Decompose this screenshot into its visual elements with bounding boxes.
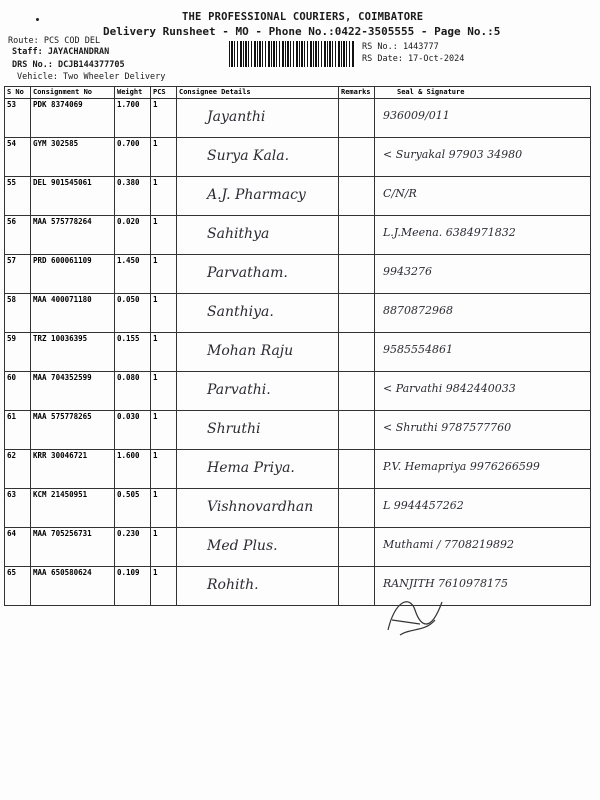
row-consignee-handwriting: Shruthi [207, 421, 261, 437]
row-sno: 58 [5, 294, 31, 333]
row-consignment: MAA 575778265 [31, 411, 115, 450]
round-signature-scribble [380, 590, 450, 640]
row-pcs: 1 [151, 99, 177, 138]
row-signature-handwriting: 936009/011 [383, 109, 450, 122]
row-remarks [339, 255, 375, 294]
row-pcs: 1 [151, 294, 177, 333]
row-pcs: 1 [151, 255, 177, 294]
row-sno: 53 [5, 99, 31, 138]
table-header-row [5, 87, 591, 99]
col-consignee: Consignee Details [177, 87, 339, 99]
row-consignee-handwriting: Parvatham. [207, 265, 288, 281]
row-signature-handwriting: < Suryakal 97903 34980 [383, 148, 523, 161]
row-sno: 60 [5, 372, 31, 411]
row-consignee [177, 372, 339, 411]
row-consignment: MAA 575778264 [31, 216, 115, 255]
row-weight: 0.050 [115, 294, 151, 333]
row-consignee [177, 567, 339, 606]
row-consignee [177, 489, 339, 528]
row-consignee-handwriting: Santhiya. [207, 304, 274, 320]
row-weight: 0.155 [115, 333, 151, 372]
row-remarks [339, 567, 375, 606]
staff-text: Staff: JAYACHANDRAN [12, 47, 110, 57]
row-signature [375, 372, 591, 411]
row-signature-handwriting: L 9944457262 [383, 499, 464, 512]
row-sno: 55 [5, 177, 31, 216]
col-remarks: Remarks [339, 87, 375, 99]
row-sno: 54 [5, 138, 31, 177]
row-weight: 0.230 [115, 528, 151, 567]
row-remarks [339, 177, 375, 216]
row-signature [375, 528, 591, 567]
row-signature-handwriting: 9585554861 [383, 343, 453, 356]
row-weight: 0.380 [115, 177, 151, 216]
row-consignee-handwriting: Parvathi. [207, 382, 271, 398]
row-signature-handwriting: Muthami / 7708219892 [383, 538, 515, 551]
barcode [229, 41, 355, 67]
row-signature [375, 411, 591, 450]
row-consignment: KCM 21450951 [31, 489, 115, 528]
row-consignee [177, 411, 339, 450]
row-consignment: GYM 302585 [31, 138, 115, 177]
table-row [5, 99, 591, 138]
row-remarks [339, 294, 375, 333]
row-consignee-handwriting: Vishnovardhan [207, 499, 314, 515]
table-row [5, 372, 591, 411]
runsheet-title: Delivery Runsheet - MO - Phone No.:0422-3505555 - Page No.:5 [103, 25, 501, 38]
row-pcs: 1 [151, 528, 177, 567]
row-signature-handwriting: C/N/R [383, 187, 417, 200]
row-sno: 57 [5, 255, 31, 294]
row-consignee-handwriting: Jayanthi [207, 109, 266, 125]
vehicle-text: Vehicle: Two Wheeler Delivery [17, 72, 166, 82]
row-consignment: MAA 650580624 [31, 567, 115, 606]
row-signature [375, 177, 591, 216]
row-signature-handwriting: RANJITH 7610978175 [383, 577, 509, 590]
row-consignee-handwriting: Med Plus. [207, 538, 278, 554]
row-consignee [177, 333, 339, 372]
row-remarks [339, 99, 375, 138]
row-signature [375, 489, 591, 528]
row-signature-handwriting: P.V. Hemapriya 9976266599 [383, 460, 540, 473]
col-consignment: Consignment No [31, 87, 115, 99]
table-row [5, 333, 591, 372]
row-consignment: KRR 30046721 [31, 450, 115, 489]
row-remarks [339, 411, 375, 450]
table-row [5, 177, 591, 216]
row-consignee [177, 138, 339, 177]
row-pcs: 1 [151, 567, 177, 606]
row-signature-handwriting: L.J.Meena. 6384971832 [383, 226, 516, 239]
row-remarks [339, 138, 375, 177]
row-remarks [339, 216, 375, 255]
table-row [5, 216, 591, 255]
row-consignee-handwriting: A.J. Pharmacy [207, 187, 306, 203]
row-signature-handwriting: < Parvathi 9842440033 [383, 382, 516, 395]
row-consignment: MAA 705256731 [31, 528, 115, 567]
col-signature: Seal & Signature [375, 87, 591, 99]
row-weight: 0.020 [115, 216, 151, 255]
row-consignee-handwriting: Surya Kala. [207, 148, 290, 164]
table-row [5, 255, 591, 294]
row-sno: 63 [5, 489, 31, 528]
row-signature [375, 450, 591, 489]
row-sno: 56 [5, 216, 31, 255]
row-weight: 0.505 [115, 489, 151, 528]
row-weight: 0.109 [115, 567, 151, 606]
row-pcs: 1 [151, 411, 177, 450]
row-weight: 1.450 [115, 255, 151, 294]
runsheet-table [4, 86, 591, 606]
row-pcs: 1 [151, 138, 177, 177]
row-weight: 1.600 [115, 450, 151, 489]
row-signature-handwriting: 8870872968 [383, 304, 453, 317]
row-remarks [339, 372, 375, 411]
col-sno: S No [5, 87, 31, 99]
row-consignment: MAA 400071180 [31, 294, 115, 333]
table-row [5, 489, 591, 528]
rs-number: RS No.: 1443777 [362, 42, 439, 52]
row-pcs: 1 [151, 333, 177, 372]
row-weight: 1.700 [115, 99, 151, 138]
table-row [5, 450, 591, 489]
row-pcs: 1 [151, 216, 177, 255]
col-pcs: PCS [151, 87, 177, 99]
rs-date: RS Date: 17-Oct-2024 [362, 54, 465, 64]
row-signature [375, 333, 591, 372]
row-signature [375, 294, 591, 333]
route-text: Route: PCS COD DEL [8, 36, 101, 46]
stray-dot [36, 18, 39, 21]
row-remarks [339, 489, 375, 528]
row-consignment: DEL 901545061 [31, 177, 115, 216]
row-sno: 64 [5, 528, 31, 567]
table-row [5, 294, 591, 333]
row-sno: 62 [5, 450, 31, 489]
row-weight: 0.030 [115, 411, 151, 450]
row-consignee [177, 294, 339, 333]
table-row [5, 411, 591, 450]
row-sno: 65 [5, 567, 31, 606]
row-consignment: PDK 8374069 [31, 99, 115, 138]
company-title: THE PROFESSIONAL COURIERS, COIMBATORE [182, 11, 424, 23]
row-consignee [177, 528, 339, 567]
table-row [5, 567, 591, 606]
row-sno: 61 [5, 411, 31, 450]
drs-number: DRS No.: DCJB144377705 [12, 60, 125, 70]
row-pcs: 1 [151, 372, 177, 411]
row-consignee [177, 255, 339, 294]
row-consignee-handwriting: Hema Priya. [207, 460, 295, 476]
row-weight: 0.700 [115, 138, 151, 177]
row-signature [375, 99, 591, 138]
row-remarks [339, 450, 375, 489]
row-signature-handwriting: 9943276 [383, 265, 432, 278]
row-pcs: 1 [151, 450, 177, 489]
row-remarks [339, 333, 375, 372]
row-signature [375, 255, 591, 294]
row-consignment: PRD 600061109 [31, 255, 115, 294]
row-pcs: 1 [151, 177, 177, 216]
row-consignee-handwriting: Rohith. [207, 577, 259, 593]
row-consignee [177, 99, 339, 138]
row-consignment: TRZ 10036395 [31, 333, 115, 372]
row-sno: 59 [5, 333, 31, 372]
row-consignee [177, 216, 339, 255]
row-consignee-handwriting: Mohan Raju [207, 343, 294, 359]
row-pcs: 1 [151, 489, 177, 528]
table-row [5, 138, 591, 177]
row-consignee-handwriting: Sahithya [207, 226, 270, 242]
table-row [5, 528, 591, 567]
row-weight: 0.080 [115, 372, 151, 411]
row-signature [375, 138, 591, 177]
row-consignee [177, 450, 339, 489]
row-consignee [177, 177, 339, 216]
row-consignment: MAA 704352599 [31, 372, 115, 411]
row-signature-handwriting: < Shruthi 9787577760 [383, 421, 512, 434]
row-remarks [339, 528, 375, 567]
row-signature [375, 216, 591, 255]
col-weight: Weight [115, 87, 151, 99]
